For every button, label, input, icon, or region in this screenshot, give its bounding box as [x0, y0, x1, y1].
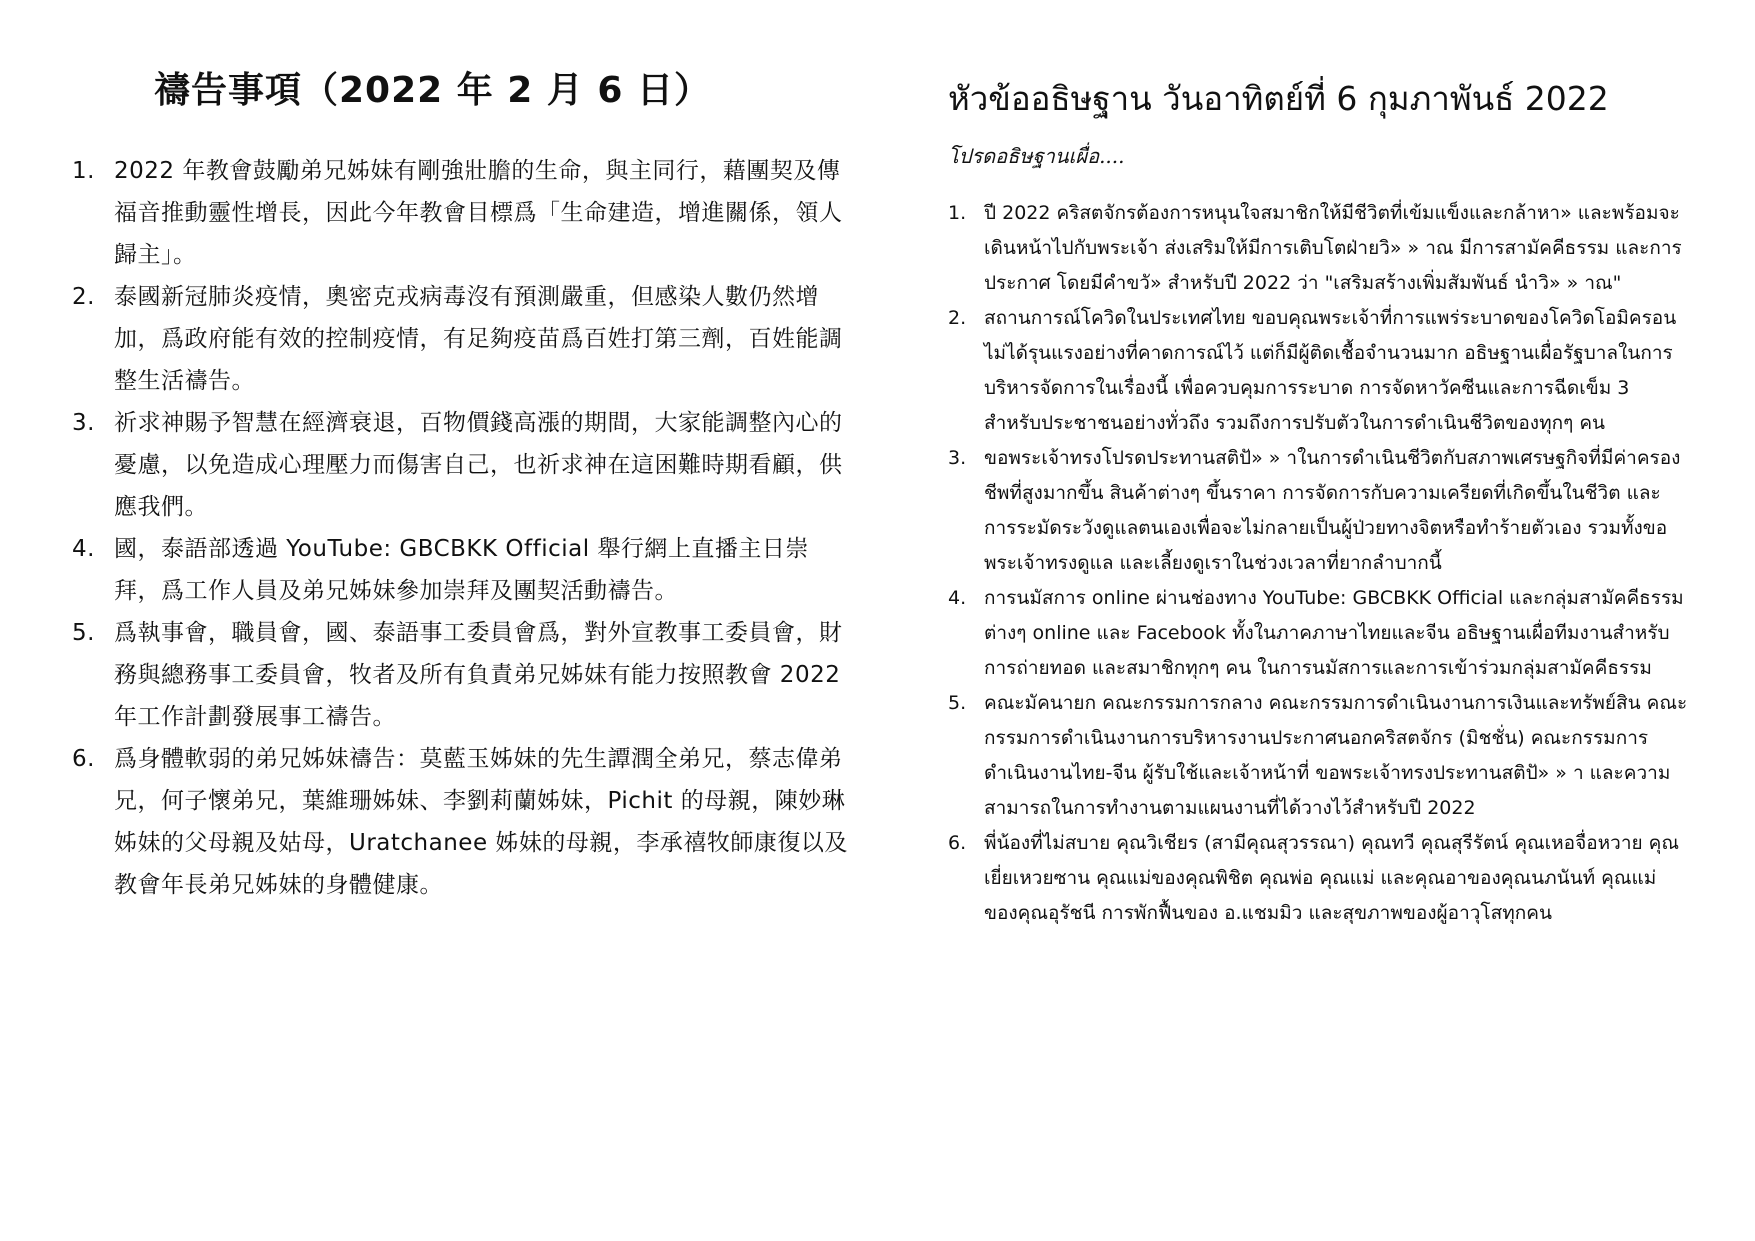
item-number: 1.: [72, 158, 95, 184]
thai-prayer-list: [948, 196, 1688, 931]
item-text: สถานการณ์โควิดในประเทศไทย ขอบคุณพระเจ้าที่การแพร่ระบาดของโควิดโอมิครอนไม่ได้รุนแรงอย่างที่คาดการณ์ไว้ แต่ก็มีผู้ติดเชื้อจำนวนมาก อธิษฐานเผื่อรัฐบาลในการบริหารจัดการในเรื่องนี้ เพื่อควบคุมการระบาด การจัดหาวัคซีนและการฉีดเข็ม 3 สำหรับประชาชนอย่างทั่วถึง รวมถึงการปรับตัวในการดำเนินชีวิตของทุกๆ คน: [984, 307, 1677, 434]
item-text: 國，泰語部透過 YouTube: GBCBKK Official 舉行網上直播主日崇拜，爲工作人員及弟兄姊妹參加崇拜及團契活動禱告。: [114, 536, 809, 604]
list-item: [948, 686, 1688, 826]
item-number: 4.: [72, 536, 95, 562]
thai-intro: โปรดอธิษฐานเผื่อ....: [948, 144, 1125, 168]
item-text: 爲執事會，職員會，國、泰語事工委員會爲，對外宣教事工委員會，財務與總務事工委員會，牧者及所有負責弟兄姊妹有能力按照教會 2022 年工作計劃發展事工禱告。: [114, 620, 843, 730]
item-number: 6.: [948, 832, 967, 854]
item-text: พี่น้องที่ไม่สบาย คุณวิเชียร (สามีคุณสุวรรณา) คุณทวี คุณสุรีรัตน์ คุณเหอจื่อหวาย คุณเยี่ยเหวยซาน คุณแม่ของคุณพิชิต คุณพ่อ คุณแม่ และคุณอาของคุณนภนันท์ คุณแม่ของคุณอุรัชนี การพักฟื้นของ อ.แชมมิว และสุขภาพของผู้อาวุโสทุกคน: [984, 832, 1680, 924]
list-item: [72, 402, 852, 528]
item-number: 2.: [72, 284, 95, 310]
item-text: การนมัสการ online ผ่านช่องทาง YouTube: GBCBKK Official และกลุ่มสามัคคีธรรมต่างๆ online และ Facebook ทั้งในภาคภาษาไทยและจีน อธิษฐานเผื่อทีมงานสำหรับการถ่ายทอด และสมาชิกทุกๆ คน ในการนมัสการและการเข้าร่วมกลุ่มสามัคคีธรรม: [984, 587, 1684, 679]
list-item: [72, 276, 852, 402]
item-number: 3.: [72, 410, 95, 436]
item-number: 3.: [948, 447, 967, 469]
list-item: [948, 581, 1688, 686]
chinese-title: 禱告事項（2022 年 2 月 6 日）: [154, 70, 711, 111]
chinese-prayer-list: [72, 150, 852, 906]
list-item: [72, 738, 852, 906]
item-number: 4.: [948, 587, 967, 609]
item-text: 爲身體軟弱的弟兄姊妹禱告：莫藍玉姊妹的先生譚潤全弟兄，蔡志偉弟兄，何子懷弟兄，葉維珊姊妹、李劉莉蘭姊妹，Pichit 的母親，陳妙琳姊妹的父母親及姑母，Uratchanee 姊妹的母親，李承禧牧師康復以及教會年長弟兄姊妹的身體健康。: [114, 746, 848, 898]
list-item: [948, 301, 1688, 441]
item-text: 2022 年教會鼓勵弟兄姊妹有剛強壯膽的生命，與主同行，藉團契及傳福音推動靈性增長，因此今年教會目標爲「生命建造，增進關係，領人歸主」。: [114, 158, 843, 268]
list-item: [72, 612, 852, 738]
list-item: [72, 528, 852, 612]
item-number: 5.: [72, 620, 95, 646]
item-text: 祈求神賜予智慧在經濟衰退，百物價錢高漲的期間，大家能調整內心的憂慮，以免造成心理壓力而傷害自己，也祈求神在這困難時期看顧，供應我們。: [114, 410, 843, 520]
item-number: 6.: [72, 746, 95, 772]
item-text: ขอพระเจ้าทรงโปรดประทานสติปั» » าในการดำเนินชีวิตกับสภาพเศรษฐกิจที่มีค่าครองชีพที่สูงมากขึ้น สินค้าต่างๆ ขึ้นราคา การจัดการกับความเครียดที่เกิดขึ้นในชีวิต และการระมัดระวังดูแลตนเองเพื่อจะไม่กลายเป็นผู้ป่วยทางจิตหรือทำร้ายตัวเอง รวมทั้งขอพระเจ้าทรงดูแล และเลี้ยงดูเราในช่วงเวลาที่ยากลำบากนี้: [984, 447, 1681, 574]
item-number: 1.: [948, 202, 967, 224]
list-item: [72, 150, 852, 276]
list-item: [948, 826, 1688, 931]
item-number: 5.: [948, 692, 967, 714]
list-item: [948, 441, 1688, 581]
item-text: คณะมัคนายก คณะกรรมการกลาง คณะกรรมการดำเนินงานการเงินและทรัพย์สิน คณะกรรมการดำเนินงานการบริหารงานประกาศนอกคริสตจักร (มิชชั่น) คณะกรรมการดำเนินงานไทย-จีน ผู้รับใช้และเจ้าหน้าที่ ขอพระเจ้าทรงประทานสติปั» » า และความสามารถในการทำงานตามแผนงานที่ได้วางไว้สำหรับปี 2022: [984, 692, 1688, 819]
item-text: 泰國新冠肺炎疫情，奧密克戎病毒沒有預測嚴重，但感染人數仍然增加，爲政府能有效的控制疫情，有足夠疫苗爲百姓打第三劑，百姓能調整生活禱告。: [114, 284, 843, 394]
item-text: ปี 2022 คริสตจักรต้องการหนุนใจสมาชิกให้มีชีวิตที่เข้มแข็งและกล้าหา» และพร้อมจะเดินหน้าไปกับพระเจ้า ส่งเสริมให้มีการเติบโตฝ่ายวิ» » าณ มีการสามัคคีธรรม และการประกาศ โดยมีคำขวั» สำหรับปี 2022 ว่า "เสริมสร้างเพิ่มสัมพันธ์ นำวิ» » าณ": [984, 202, 1682, 294]
thai-title: หัวข้ออธิษฐาน วันอาทิตย์ที่ 6 กุมภาพันธ์ 2022: [948, 79, 1609, 118]
item-number: 2.: [948, 307, 967, 329]
list-item: [948, 196, 1688, 301]
